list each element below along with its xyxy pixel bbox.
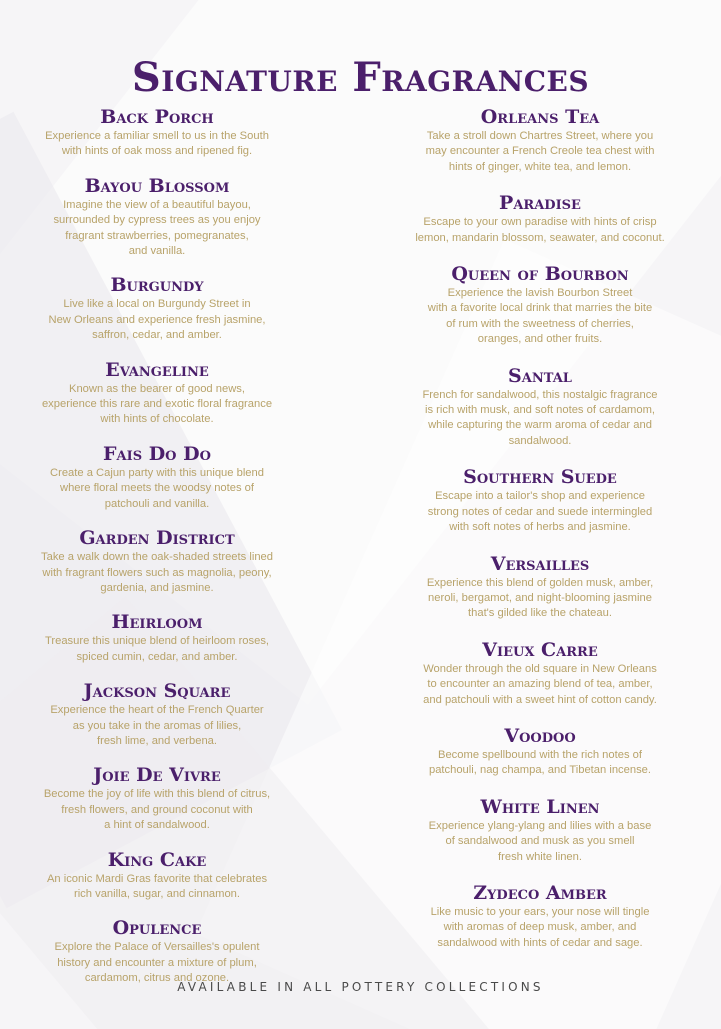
description-line: strong notes of cedar and suede intermingled [427,505,653,518]
right-fragrance-column [411,106,669,968]
fragrance-name: King Cake [107,848,207,871]
fragrance-description [32,550,282,596]
fragrance-back-porch [32,106,282,160]
fragrance-description [32,382,282,428]
fragrance-orleans-tea [411,106,669,175]
page-title: Signature Fragrances [131,54,590,101]
fragrance-name: Paradise [499,192,581,215]
fragrance-voodoo [411,725,669,779]
fragrance-name: Garden District [79,527,235,550]
description-line: with soft notes of herbs and jasmine. [449,521,631,534]
fragrance-name: Opulence [112,917,202,940]
fragrance-name: Southern Suede [463,466,617,489]
fragrance-description [32,466,282,512]
description-line: of sandalwood and musk as you smell [445,835,635,848]
fragrance-joie-de-vivre [32,764,282,833]
fragrance-zydeco-amber [411,882,669,951]
description-line: Experience the lavish Bourbon Street [447,287,633,300]
description-line: neroli, bergamot, and night-blooming jasmine [428,591,652,604]
description-line: Take a stroll down Chartres Street, where you [426,130,654,142]
description-line: Take a walk down the oak-shaded streets lined [41,551,273,564]
fragrance-jackson-square [32,680,282,749]
description-line: Become spellbound with the rich notes of [438,748,642,761]
footer-note: AVAILABLE IN ALL POTTERY COLLECTIONS [177,980,544,994]
description-line: Experience a familiar smell to us in the South [45,130,269,142]
description-line: patchouli and vanilla. [104,497,210,510]
description-line: Become the joy of life with this blend of citrus, [43,788,271,801]
fragrance-name: Joie De Vivre [93,764,221,787]
description-line: Experience this blend of golden musk, amber, [426,576,654,589]
description-line: Explore the Palace of Versailles's opulent [54,941,260,954]
description-line: gardenia, and jasmine. [100,581,214,594]
description-line: rich vanilla, sugar, and cinnamon. [73,887,241,900]
fragrance-name: Santal [508,364,572,387]
description-line: with aromas of deep musk, amber, and [443,921,637,934]
fragrance-name: Jackson Square [83,680,231,703]
description-line: may encounter a French Creole tea chest with [425,145,655,158]
left-fragrance-column [32,106,282,1002]
fragrance-name: Zydeco Amber [473,881,607,904]
fragrance-vieux-carre [411,639,669,708]
fragrance-name: Queen of Bourbon [451,263,629,286]
description-line: of rum with the sweetness of cherries, [446,317,634,330]
fragrance-description [411,215,669,246]
description-line: that's gilded like the chateau. [468,607,612,620]
fragrance-opulence [32,917,282,986]
fragrance-garden-district [32,527,282,596]
description-line: to encounter an amazing blend of tea, amber, [427,678,653,691]
description-line: while capturing the warm aroma of cedar and [428,419,652,432]
description-line: surrounded by cypress trees as you enjoy [53,214,261,227]
description-line: experience this rare and exotic floral fragrance [41,398,273,411]
fragrance-description [32,703,282,749]
description-line: a hint of sandalwood. [104,819,210,832]
fragrance-king-cake [32,849,282,903]
description-line: with hints of oak moss and ripened fig. [61,145,253,158]
description-line: with hints of chocolate. [100,413,214,426]
fragrance-description [411,905,669,951]
fragrance-name: Back Porch [100,106,214,128]
description-line: Treasure this unique blend of heirloom roses, [44,635,270,648]
description-line: Create a Cajun party with this unique blend [50,466,264,479]
fragrance-paradise [411,192,669,246]
description-line: history and encounter a mixture of plum, [57,956,257,969]
description-line: Imagine the view of a beautiful bayou, [63,198,251,211]
fragrance-heirloom [32,611,282,665]
description-line: lemon, mandarin blossom, seawater, and coconut. [415,231,665,244]
description-line: Escape into a tailor's shop and experience [435,490,645,503]
fragrance-white-linen [411,796,669,865]
fragrance-name: Bayou Blossom [84,174,230,197]
description-line: saffron, cedar, and amber. [92,329,222,342]
description-line: Live like a local on Burgundy Street in [63,298,251,311]
fragrance-description [411,489,669,535]
fragrance-burgundy [32,274,282,343]
description-line: Wonder through the old square in New Orleans [423,662,657,675]
fragrance-name: Voodoo [504,724,576,747]
fragrance-description [32,129,282,160]
fragrance-description [411,662,669,708]
description-line: fresh flowers, and ground coconut with [61,803,253,816]
fragrance-name: Heirloom [111,611,203,634]
description-line: New Orleans and experience fresh jasmine, [48,313,266,326]
fragrance-description [32,787,282,833]
fragrance-southern-suede [411,466,669,535]
fragrance-description [32,297,282,343]
description-line: Experience the heart of the French Quarter [50,704,264,717]
description-line: with a favorite local drink that marries the bite [427,302,653,315]
fragrance-name: Orleans Tea [480,106,600,128]
description-line: spiced cumin, cedar, and amber. [76,650,238,663]
fragrance-name: Fais Do Do [103,442,211,465]
fragrance-name: Vieux Carre [482,638,598,661]
description-line: sandalwood with hints of cedar and sage. [437,936,643,949]
fragrance-fais-do-do [32,443,282,512]
description-line: Like music to your ears, your nose will tingle [430,905,650,918]
fragrance-versailles [411,553,669,622]
fragrance-name: Evangeline [105,358,209,381]
description-line: with fragrant flowers such as magnolia, peony, [42,566,272,579]
description-line: fresh white linen. [498,850,582,863]
fragrance-name: Burgundy [110,274,204,297]
fragrance-description [411,129,669,175]
description-line: French for sandalwood, this nostalgic fragrance [422,388,658,401]
fragrance-description [411,576,669,622]
description-line: is rich with musk, and soft notes of cardamom, [424,404,656,417]
description-line: sandalwood. [508,434,572,447]
fragrance-description [32,872,282,903]
fragrance-santal [411,365,669,450]
description-line: oranges, and other fruits. [477,333,603,346]
description-line: fresh lime, and verbena. [96,734,218,747]
fragrance-queen-of-bourbon [411,263,669,348]
fragrance-name: White Linen [480,795,600,818]
description-line: as you take in the aromas of lilies, [72,719,242,732]
description-line: cardamom, citrus and ozone. [84,972,230,985]
fragrance-description [411,286,669,348]
description-line: and patchouli with a sweet hint of cotton candy. [423,693,657,706]
description-line: Escape to your own paradise with hints of crisp [423,216,657,229]
description-line: Known as the bearer of good news, [68,382,245,395]
fragrance-bayou-blossom [32,175,282,260]
description-line: where floral meets the woodsy notes of [59,482,255,495]
fragrance-description [411,819,669,865]
description-line: An iconic Mardi Gras favorite that celebrates [46,872,268,885]
description-line: patchouli, nag champa, and Tibetan incense. [428,764,652,777]
fragrance-evangeline [32,359,282,428]
fragrance-description [411,748,669,779]
description-line: hints of ginger, white tea, and lemon. [448,160,632,173]
description-line: Experience ylang-ylang and lilies with a base [428,819,652,832]
fragrance-description [32,634,282,665]
fragrance-description [32,198,282,260]
description-line: and vanilla. [128,245,186,258]
fragrance-description [411,388,669,450]
fragrance-name: Versailles [490,552,590,575]
description-line: fragrant strawberries, pomegranates, [65,229,249,242]
